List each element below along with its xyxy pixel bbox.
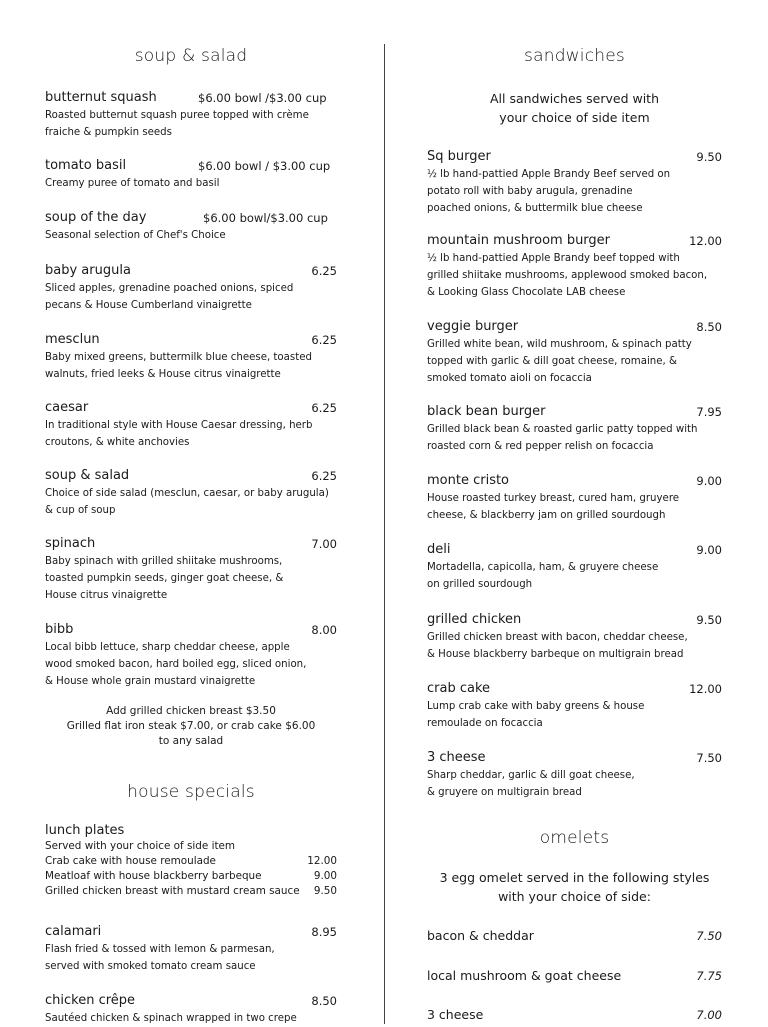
note-line: 3 egg omelet served in the following styles (439, 870, 710, 885)
item-desc-line: poached onions, & buttermilk blue cheese (427, 203, 643, 214)
item-desc-line: smoked tomato aioli on focaccia (427, 373, 592, 384)
item-price: 6.25 (311, 333, 337, 347)
item-name: veggie burger (427, 319, 519, 334)
item-desc-line: Creamy puree of tomato and basil (45, 178, 220, 189)
item-price: 7.75 (696, 969, 722, 983)
item-name: butternut squash (45, 90, 157, 105)
menu-item (45, 993, 337, 1027)
menu-item (45, 924, 337, 975)
column-divider (384, 44, 385, 1024)
item-price: 6.25 (311, 401, 337, 415)
item-desc-line: Roasted butternut squash puree topped with crème (45, 110, 309, 121)
item-desc-line: House roasted turkey breast, cured ham, gruyere (427, 493, 680, 504)
item-price: 8.50 (311, 994, 337, 1008)
addon-line: Grilled flat iron steak $7.00, or crab cake $6.00 (66, 720, 316, 732)
omelet-item (427, 928, 722, 946)
item-desc-line: ½ lb hand-pattied Apple Brandy beef topped with (427, 253, 680, 264)
item-desc-line: on grilled sourdough (427, 579, 533, 590)
item-desc-line: Choice of side salad (mesclun, caesar, or baby arugula) (45, 488, 329, 499)
item-desc-line: pecans & House Cumberland vinaigrette (45, 300, 252, 311)
menu-item (427, 612, 722, 663)
menu-item (45, 468, 337, 519)
item-name: calamari (45, 924, 102, 939)
item-price: 7.00 (311, 537, 337, 551)
menu-item (45, 332, 337, 383)
item-name: Sq burger (427, 149, 491, 164)
item-price: 12.00 (689, 234, 722, 248)
addon-line: Add grilled chicken breast $3.50 (106, 705, 276, 717)
menu-item (45, 536, 337, 604)
omelet-item (427, 968, 722, 986)
menu-item (427, 149, 722, 217)
item-desc-line: Grilled black bean & roasted garlic patty topped with (427, 424, 698, 435)
item-name: grilled chicken (427, 612, 522, 627)
item-name: black bean burger (427, 404, 546, 419)
item-name: bacon & cheddar (427, 928, 534, 943)
menu-item (427, 750, 722, 801)
lunch-plate-price: 9.00 (313, 870, 337, 882)
item-desc-line: cheese, & blackberry jam on grilled sourdough (427, 510, 666, 521)
menu-item (45, 400, 337, 451)
item-desc-line: Flash fried & tossed with lemon & parmesan, (45, 944, 275, 955)
item-price: 7.95 (696, 405, 722, 419)
item-desc-line: grilled shiitake mushrooms, applewood smoked bacon, (427, 270, 708, 281)
item-price: $6.00 bowl/$3.00 cup (203, 211, 328, 225)
item-name: mountain mushroom burger (427, 233, 611, 248)
item-price: $6.00 bowl / $3.00 cup (198, 159, 331, 173)
item-desc-line: & cup of soup (45, 505, 116, 516)
omelets-heading: omelets (539, 828, 610, 848)
item-price: 8.00 (311, 623, 337, 637)
item-name: monte cristo (427, 473, 510, 488)
item-name: soup & salad (45, 468, 130, 483)
item-name: caesar (45, 400, 89, 415)
omelet-note (427, 868, 722, 906)
lunch-plates (45, 823, 337, 899)
item-price: 8.50 (696, 320, 722, 334)
menu-item (45, 263, 337, 314)
note-line: All sandwiches served with (489, 91, 660, 106)
omelet-item (427, 1007, 722, 1025)
item-desc-line: roasted corn & red pepper relish on focaccia (427, 441, 654, 452)
lunch-plate-price: 12.00 (307, 855, 337, 867)
item-price: $6.00 bowl /$3.00 cup (198, 91, 327, 105)
item-desc-line: served with smoked tomato cream sauce (45, 961, 256, 972)
menu-item (45, 90, 337, 141)
addon-line: to any salad (158, 735, 224, 747)
menu-item (427, 681, 722, 732)
item-name: mesclun (45, 332, 100, 347)
menu-item (45, 158, 337, 192)
item-desc-line: Sliced apples, grenadine poached onions, spiced (45, 283, 294, 294)
item-desc-line: wood smoked bacon, hard boiled egg, sliced onion, (45, 659, 307, 670)
item-price: 6.25 (311, 469, 337, 483)
item-desc-line: Grilled white bean, wild mushroom, & spinach patty (427, 339, 692, 350)
item-name: bibb (45, 622, 74, 637)
item-desc-line: House citrus vinaigrette (45, 590, 168, 601)
item-price: 7.50 (696, 929, 722, 943)
item-desc-line: toasted pumpkin seeds, ginger goat cheese, & (45, 573, 284, 584)
item-desc-line: Sautéed chicken & spinach wrapped in two crepe (45, 1013, 297, 1024)
lunch-plates-subtitle: Served with your choice of side item (45, 840, 236, 852)
lunch-plate-text: Meatloaf with house blackberry barbeque (45, 870, 262, 882)
menu-item (427, 233, 722, 301)
item-desc-line: & House whole grain mustard vinaigrette (45, 676, 256, 687)
item-desc-line: remoulade on focaccia (427, 718, 543, 729)
item-desc-line: Baby spinach with grilled shiitake mushrooms, (45, 556, 283, 567)
menu-item (45, 622, 337, 690)
item-desc-line: Local bibb lettuce, sharp cheddar cheese, apple (45, 642, 290, 653)
item-name: baby arugula (45, 263, 131, 278)
item-price: 7.00 (696, 1008, 722, 1022)
item-desc-line: Baby mixed greens, buttermilk blue cheese, toasted (45, 352, 312, 363)
item-name: tomato basil (45, 158, 127, 173)
sandwiches-heading: sandwiches (524, 46, 625, 66)
item-name: lunch plates (45, 823, 125, 838)
item-name: spinach (45, 536, 96, 551)
item-desc-line: & gruyere on multigrain bread (427, 787, 582, 798)
item-price: 12.00 (689, 682, 722, 696)
lunch-plate-price: 9.50 (313, 885, 337, 897)
menu-item (427, 319, 722, 387)
item-desc-line: & Looking Glass Chocolate LAB cheese (427, 287, 626, 298)
item-desc-line: Mortadella, capicolla, ham, & gruyere cheese (427, 562, 659, 573)
salad-addons (45, 704, 337, 749)
item-desc-line: walnuts, fried leeks & House citrus vinaigrette (45, 369, 281, 380)
item-name: chicken crêpe (45, 993, 136, 1008)
lunch-plate-text: Crab cake with house remoulade (45, 855, 216, 867)
item-name: local mushroom & goat cheese (427, 968, 622, 983)
item-name: 3 cheese (427, 1007, 484, 1022)
item-name: 3 cheese (427, 750, 486, 765)
item-name: soup of the day (45, 210, 147, 225)
item-price: 7.50 (696, 751, 722, 765)
house-specials-heading: house specials (127, 782, 255, 802)
note-line: with your choice of side: (498, 889, 651, 904)
item-desc-line: ½ lb hand-pattied Apple Brandy Beef served on (427, 169, 671, 180)
menu-item (427, 473, 722, 524)
item-desc-line: In traditional style with House Caesar dressing, herb (45, 420, 313, 431)
item-name: deli (427, 542, 451, 557)
menu-item (427, 542, 722, 593)
item-price: 6.25 (311, 264, 337, 278)
item-desc-line: fraiche & pumpkin seeds (45, 127, 172, 138)
item-price: 9.00 (696, 474, 722, 488)
item-price: 9.50 (696, 150, 722, 164)
soup-salad-heading: soup & salad (134, 46, 248, 66)
item-price: 8.95 (311, 925, 337, 939)
lunch-plate-text: Grilled chicken breast with mustard cream sauce (45, 885, 300, 897)
item-desc-line: Seasonal selection of Chef's Choice (45, 230, 226, 241)
item-desc-line: & House blackberry barbeque on multigrain bread (427, 649, 684, 660)
item-desc-line: croutons, & white anchovies (45, 437, 190, 448)
menu-item (427, 404, 722, 455)
sandwich-note (427, 89, 722, 127)
item-desc-line: Grilled chicken breast with bacon, cheddar cheese, (427, 632, 688, 643)
item-price: 9.00 (696, 543, 722, 557)
note-line: your choice of side item (499, 110, 650, 125)
menu-item (45, 210, 337, 244)
item-desc-line: Lump crab cake with baby greens & house (427, 701, 645, 712)
item-desc-line: potato roll with baby arugula, grenadine (427, 186, 633, 197)
item-desc-line: Sharp cheddar, garlic & dill goat cheese, (427, 770, 635, 781)
item-name: crab cake (427, 681, 491, 696)
item-desc-line: topped with garlic & dill goat cheese, romaine, & (427, 356, 677, 367)
item-price: 9.50 (696, 613, 722, 627)
